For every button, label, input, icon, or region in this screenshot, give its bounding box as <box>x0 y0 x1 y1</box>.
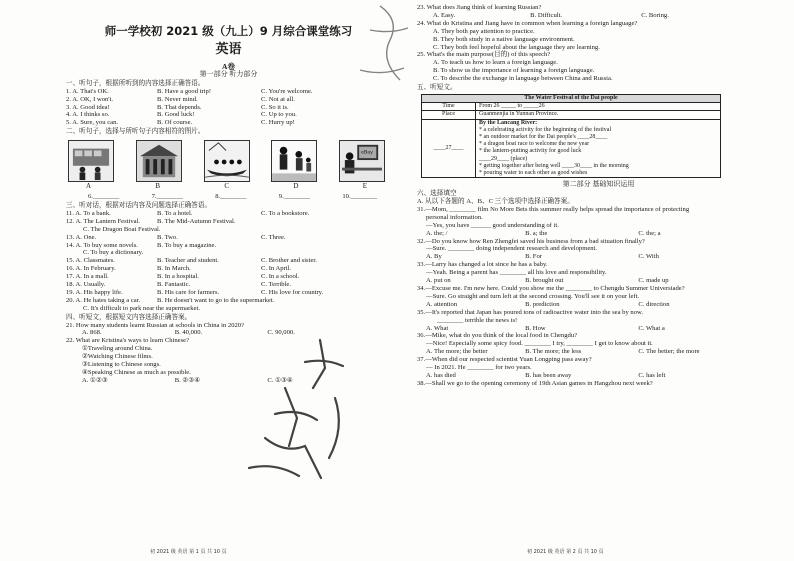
picture-b-building <box>136 140 182 182</box>
option-row <box>66 257 391 265</box>
option: B. That depends. <box>157 103 202 111</box>
question-line: 36.—Mike, what do you think of the local food in Chengdu? <box>417 332 578 340</box>
option: C. What a <box>638 324 665 332</box>
option: A. To teach us how to learn a foreign language. <box>433 59 558 67</box>
section-heading: 三、听对话，根据对话内容及问题选择正确答语。 <box>66 201 212 209</box>
option: B. Of course. <box>157 119 193 127</box>
table-river-heading: By the Lancang River: <box>479 119 538 126</box>
option-row <box>66 273 391 281</box>
option-row <box>66 297 391 305</box>
option: A. ①②③ <box>82 376 108 384</box>
option: A. By <box>426 253 442 261</box>
question-line: — In 2021. He ________ for two years. <box>426 364 532 372</box>
table-line: * pouring water to each other as good wishes <box>479 170 588 176</box>
question-line: 31.—Mom, ________ film No More Bets this summer really helps spread the importance of protecting <box>417 205 690 213</box>
option: A. attention <box>426 300 458 308</box>
option: B. Two. <box>157 233 178 241</box>
section-heading: 六、选择填空 <box>417 190 457 198</box>
table-title: The Water Festival of the Dai people <box>422 94 721 102</box>
answer-blank: 7.________ <box>151 193 183 201</box>
option-row <box>417 372 780 380</box>
option: A. The more; the better <box>426 348 488 356</box>
option-row <box>66 289 391 297</box>
list-item: ②Watching Chinese films. <box>82 353 153 361</box>
option-row <box>66 234 391 242</box>
option: C. Terrible. <box>261 281 291 289</box>
option: C. In April. <box>261 265 292 273</box>
section-4 <box>66 314 391 385</box>
option: 17. A. In a mall. <box>66 273 109 281</box>
option: B. The Mid-Autumn Festival. <box>157 217 236 225</box>
option: 19. A. His happy life. <box>66 288 123 296</box>
option: C. Three. <box>261 233 286 241</box>
section-5 <box>417 84 780 178</box>
option: B. 40,000. <box>174 329 203 337</box>
option: B. ②③④ <box>174 376 201 384</box>
picture-a-bank-scene <box>68 140 114 182</box>
question-25: 25. What's the main purpose(目的) of this speech? <box>417 51 551 59</box>
option: B. prediction <box>525 300 560 308</box>
option: B. In March. <box>157 265 191 273</box>
option: A. the; / <box>426 229 448 237</box>
option: C. ①③④ <box>267 376 293 384</box>
option-row <box>66 111 391 119</box>
option: A. They both pay attention to practice. <box>433 27 535 35</box>
option: B. has been away <box>525 371 572 379</box>
option: 15. A. Classmates. <box>66 257 115 265</box>
blank-27: ____27____ <box>422 119 476 178</box>
option: C. So it is. <box>261 103 289 111</box>
option: 16. A. In February. <box>66 265 116 273</box>
svg-text:eBay: eBay <box>361 150 373 156</box>
option: B. To show us the importance of learning a foreign language. <box>433 67 595 75</box>
option: B. Teacher and student. <box>157 257 219 265</box>
picture-row <box>68 140 385 182</box>
option: C. You're welcome. <box>261 87 313 95</box>
list-item: ①Traveling around China. <box>82 345 153 353</box>
option: C. Up to you. <box>261 111 297 119</box>
option: 13. A. One. <box>66 233 97 241</box>
page-footer: 初 2021 级 英语 第 2 页 共 10 页 <box>527 549 604 556</box>
list-item: ③Listening to Chinese songs. <box>82 361 161 369</box>
section-heading: 一、听句子，根据所听到的内容选择正确答语。 <box>66 79 205 87</box>
option: A. Easy. <box>433 11 456 19</box>
option-row <box>417 253 780 261</box>
question-line: 37.—When did our respected scientist Yuan Longping pass away? <box>417 356 592 364</box>
festival-table <box>421 94 721 178</box>
table-line: * an outdoor market for the Dai people's ____28____ <box>479 133 608 140</box>
option: B. They both study in a native language environment. <box>433 35 575 43</box>
option: C. direction <box>638 300 670 308</box>
picture-label: B <box>155 182 161 191</box>
option-row <box>66 88 391 96</box>
question-23: 23. What does Jiang think of learning Russian? <box>417 4 542 11</box>
option-row <box>66 265 391 273</box>
option: B. To a hotel. <box>157 209 193 217</box>
option: 20. A. He hates taking a car. <box>66 296 141 304</box>
option: B. Never mind. <box>157 95 198 103</box>
option: B. Difficult. <box>530 11 563 19</box>
option-row <box>66 96 391 104</box>
picture-label: A <box>86 182 92 191</box>
option: B. Good luck! <box>157 111 195 119</box>
option-line: C. It's difficult to park near the supermarket. <box>83 304 200 312</box>
option: 11. A. To a bank. <box>66 209 111 217</box>
option: C. In a school. <box>261 273 300 281</box>
option: C. His love for country. <box>261 288 324 296</box>
question-line: 38.—Shall we go to the opening ceremony of 19th Asian games in Hangzhou next week? <box>417 379 653 387</box>
section-heading: 二、听句子，选择与所听句子内容相符的图片。 <box>66 128 205 136</box>
option: B. For <box>525 253 542 261</box>
option-row <box>417 325 780 333</box>
picture-label: D <box>293 182 299 191</box>
option: B. He doesn't want to go to the supermarket. <box>157 296 275 304</box>
option: B. In a hospital. <box>157 273 199 281</box>
option: B. a; the <box>525 229 548 237</box>
option: B. Have a good trip! <box>157 87 212 95</box>
option-row <box>417 301 780 309</box>
question-line: ________ terrible the news is! <box>437 316 518 324</box>
section-3 <box>66 202 391 313</box>
answer-blanks <box>88 193 377 201</box>
question-line: —Yeah. Being a parent has ________ all his love and responsibility. <box>426 269 607 277</box>
option: A. put on <box>426 277 451 285</box>
picture-e-computer-desk <box>339 140 385 182</box>
option-row <box>66 104 391 112</box>
option: C. made up <box>638 277 669 285</box>
option: A. What <box>426 324 449 332</box>
option: 3. A. Good idea! <box>66 103 110 111</box>
option: C. 90,000. <box>267 329 295 337</box>
option: B. Fantastic. <box>157 281 191 289</box>
table-line: * a dragon boat race to welcome the new year <box>479 141 590 148</box>
option: C. With <box>638 253 659 261</box>
picture-c-boat-race <box>204 140 250 182</box>
part-2-heading: 第二部分 基础知识运用 <box>562 180 635 189</box>
list-item: ④Speaking Chinese as much as possible. <box>82 369 191 376</box>
right-page <box>397 0 794 561</box>
option-row <box>66 242 391 250</box>
option: C. They both feel hopeful about the language they are learning. <box>433 43 600 51</box>
answer-blank: 6.________ <box>88 193 120 201</box>
option: A. has died <box>426 371 456 379</box>
table-line: * getting together after being well ____30____ in the morning <box>479 162 629 169</box>
option-row <box>66 218 391 226</box>
picture-label: C <box>224 182 230 191</box>
answer-blank: 9.________ <box>278 193 311 201</box>
question-line: personal information. <box>426 213 483 221</box>
option: C. The better; the more <box>638 348 700 356</box>
option: B. brought out <box>525 277 564 285</box>
question-21: 21. How many students learnt Russian at schools in China in 2020? <box>66 321 245 329</box>
picture-d-family <box>271 140 317 182</box>
table-value-place: Guanmenjia in Yunnan Province. <box>476 111 721 119</box>
question-line: 32.—Do you know how Ren Zhengfei saved his business from a bad situation finally? <box>417 237 645 245</box>
option: B. To buy a magazine. <box>157 241 217 249</box>
option: C. To a bookstore. <box>261 209 310 217</box>
option: C. To describe the exchange in language between China and Russia. <box>433 75 613 83</box>
option: C. Boring. <box>641 11 669 19</box>
option: 1. A. That's OK. <box>66 87 109 95</box>
section-heading: 四、听短文，根据短文内容选择正确答案。 <box>66 313 192 321</box>
option-line: C. To buy a dictionary. <box>83 249 144 257</box>
question-line: —Yes, you have ______ good understanding of it. <box>426 221 559 229</box>
option-row <box>66 281 391 289</box>
table-line: ____29____ (place) <box>479 155 528 162</box>
option-row <box>66 119 391 127</box>
section-2 <box>66 128 391 201</box>
table-value-time: From 26 _____ to _____26 <box>476 103 721 111</box>
option: 4. A. I thinks so. <box>66 111 110 119</box>
question-line: 34.—Excuse me. I'm new here. Could you show me the ________ to Chengdu Summer Universiade? <box>417 284 685 292</box>
question-line: —Sure. ________ doing independent research and development. <box>426 245 598 253</box>
option: C. the; a <box>638 229 661 237</box>
option: C. Hurry up! <box>261 119 295 127</box>
picture-label: E <box>362 182 367 191</box>
section-subheading: A. 从以下各题的 A、B、C 三个选项中选择正确答案。 <box>417 198 574 206</box>
option-row <box>417 277 780 285</box>
exam-subject: 英语 <box>215 42 242 57</box>
question-line: —Nice! Especially some spicy food. ________ I try, ________ I get to know about it. <box>426 340 653 348</box>
option: 12. A. The Lantern Festival. <box>66 217 141 225</box>
section-1 <box>66 80 391 127</box>
option: 2. A. OK, I won't. <box>66 95 113 103</box>
table-line: * the lantern-putting activity for good luck <box>479 148 582 155</box>
paper-section-label: A卷 <box>222 62 235 71</box>
option: B. The more; the less <box>525 348 582 356</box>
table-label-time: Time <box>422 103 476 111</box>
option: B. His care for farmers. <box>157 288 220 296</box>
option: C. Brother and sister. <box>261 257 317 265</box>
option: 18. A. Usually. <box>66 281 106 289</box>
table-line: * a celebrating activity for the beginning of the festival <box>479 126 612 133</box>
answer-blank: 8.________ <box>215 193 247 201</box>
section-6 <box>417 190 780 388</box>
page-footer: 初 2021 级 英语 第 1 页 共 10 页 <box>150 549 227 556</box>
option: C. Not at all. <box>261 95 295 103</box>
option-row <box>417 348 780 356</box>
option-row <box>66 210 391 218</box>
part-heading: 第一部分 听力部分 <box>199 69 258 78</box>
question-line: —Sure. Go straight and turn left at the second crossing. You'll see it on your left. <box>426 292 640 300</box>
exam-title: 师一学校初 2021 级（九上）9 月综合课堂练习 <box>104 24 353 38</box>
question-line: 33.—Larry has changed a lot since he has a baby. <box>417 261 548 269</box>
answer-blank: 10.________ <box>342 193 377 201</box>
question-22: 22. What are Kristina's ways to learn Chinese? <box>66 337 190 345</box>
option: 5. A. Sure, you can. <box>66 119 119 127</box>
table-label-place: Place <box>422 111 476 119</box>
option: A. 868. <box>82 329 102 337</box>
section-heading: 五、听短文。 <box>417 84 457 92</box>
option: B. How <box>525 324 546 332</box>
option: 14. A. To buy some novels. <box>66 241 138 249</box>
option-row <box>417 230 780 238</box>
picture-labels <box>86 183 367 191</box>
question-24: 24. What do Kristina and Jiang have in common when learning a foreign language? <box>417 19 638 27</box>
option-line: C. The Dragon Boat Festival. <box>83 225 161 233</box>
option: C. has left <box>638 371 666 379</box>
question-line: 35.—It's reported that Japan has poured tons of radioactive water into the sea by now. <box>417 308 643 316</box>
